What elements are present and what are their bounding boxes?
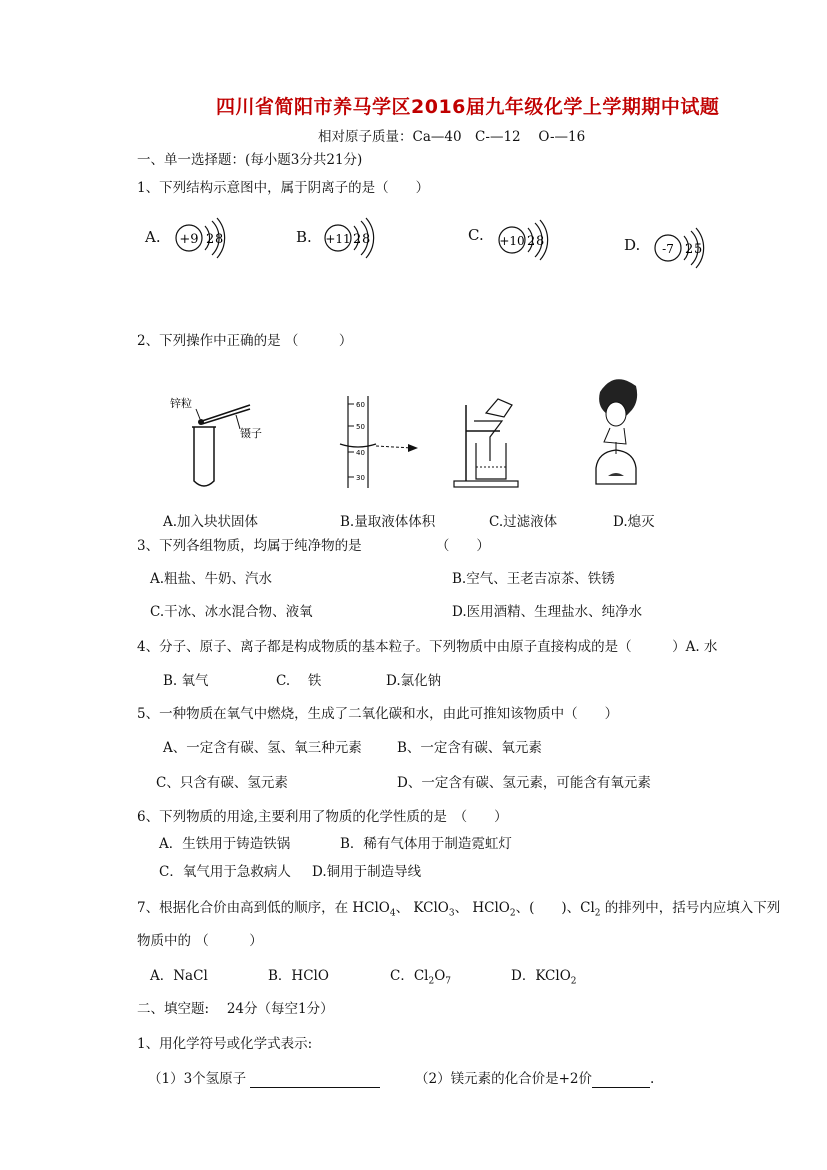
nucleus-charge: +10 [499,234,525,248]
q7-sub: 2 [428,976,435,987]
figure-graduated-cylinder [330,392,440,492]
shell-1-electrons: 2 [353,232,362,247]
q3-option-b[interactable]: B.空气、王老吉凉茶、铁锈 [452,571,615,587]
question-4-stem: 4、分子、原子、离子都是构成物质的基本粒子。下列物质中由原子直接构成的是（ ）A. 水 [137,639,718,655]
q6-option-c[interactable]: C．氧气用于急救病人 [159,864,291,880]
q2-option-c[interactable]: C.过滤液体 [489,514,558,530]
atom-diagram-a [167,216,257,266]
tick-label: 30 [356,474,365,482]
q7-sub: 3 [448,908,455,919]
q7-sub: 2 [509,908,516,919]
figure-alcohol-lamp [580,372,660,496]
q3-option-d[interactable]: D.医用酒精、生理盐水、纯净水 [452,604,643,620]
q1-option-d-letter: D. [624,236,641,254]
answer-blank[interactable] [592,1073,650,1088]
section-heading-choice: 一、单一选择题：(每小题3分共21分) [137,152,363,168]
q7-text-2: 、 KClO [395,900,449,916]
q6-option-b[interactable]: B．稀有气体用于制造霓虹灯 [340,836,512,852]
q5-option-b[interactable]: B、一定含有碳、氧元素 [397,740,542,756]
question-5-stem: 5、一种物质在氧气中燃烧，生成了二氧化碳和水，由此可推知该物质中（ ） [137,706,619,722]
page-title: 四川省简阳市养马学区2016届九年级化学上学期期中试题 [216,96,720,118]
figure-filtration [448,385,538,495]
shell-2-electrons: 8 [215,232,224,247]
q7-option-d-text: D．KClO [511,968,571,984]
q7-sub: 2 [594,908,601,919]
q7-sub: 2 [570,976,577,987]
q7-sub: 4 [389,908,396,919]
question-7-stem-line2: 物质中的 （ ） [137,933,263,949]
label-zinc: 锌粒 [170,397,192,410]
atomic-mass-line: 相对原子质量：Ca—40 C-—12 O-—16 [318,129,586,145]
tick-label: 60 [356,401,365,409]
question-6-stem: 6、下列物质的用途,主要利用了物质的化学性质的是 （ ） [137,809,508,825]
q7-option-b[interactable]: B．HClO [268,968,329,984]
q2-option-d[interactable]: D.熄灭 [613,514,655,530]
shell-2-electrons: 8 [362,232,371,247]
q3-option-a[interactable]: A.粗盐、牛奶、汽水 [150,571,273,587]
q4-option-b[interactable]: B. 氧气 [163,673,209,689]
q7-option-d[interactable] [511,967,577,991]
q4-option-d[interactable]: D.氯化钠 [386,673,442,689]
fill-1-part-2 [415,1070,654,1088]
shell-1-electrons: 2 [685,242,694,257]
q2-option-a[interactable]: A.加入块状固体 [163,514,259,530]
shell-1-electrons: 2 [206,232,215,247]
fill-1-part-1-label: （1）3个氢原子 [148,1071,247,1087]
nucleus-charge: +9 [179,232,199,247]
q1-option-c-letter: C. [468,226,484,244]
section-heading-fill: 二、填空题: 24分（每空1分） [137,1001,334,1017]
question-3-stem: 3、下列各组物质，均属于纯净物的是 （ ） [137,538,490,554]
q2-option-b[interactable]: B.量取液体体积 [340,514,436,530]
fill-1-part-2-label: （2）镁元素的化合价是+2价 [415,1071,592,1087]
fill-question-1-stem: 1、用化学符号或化学式表示: [137,1036,313,1052]
q5-option-d[interactable]: D、一定含有碳、氢元素，可能含有氧元素 [397,775,651,791]
q6-option-d[interactable]: D.铜用于制造导线 [312,864,422,880]
q7-option-c-text: O [434,968,446,984]
fill-1-part-2-end: . [650,1071,655,1087]
atom-diagram-c [490,218,580,268]
label-tweezers: 镊子 [240,427,262,440]
answer-blank[interactable] [250,1073,380,1088]
q7-option-c-text: C．Cl [390,968,429,984]
fill-1-part-1 [148,1070,380,1088]
atom-diagram-b [316,216,406,266]
q7-sub: 7 [445,976,452,987]
question-1-stem: 1、下列结构示意图中，属于阴离子的是（ ） [137,180,430,196]
q1-option-a-letter: A. [145,228,161,246]
question-2-stem: 2、下列操作中正确的是 （ ） [137,333,353,349]
nucleus-charge: +11 [325,232,351,246]
shell-2-electrons: 8 [536,234,545,249]
nucleus-charge: -7 [662,242,674,256]
q7-text-5: 的排列中，括号内应填入下列 [600,900,781,916]
tick-label: 50 [356,423,365,431]
q7-text-4: 、( )、Cl [515,900,595,916]
tick-label: 40 [356,449,365,457]
figure-add-solid [166,385,276,495]
q7-text-1: 7、根据化合价由高到低的顺序，在 HClO [137,900,390,916]
shell-2-electrons: 5 [694,242,703,257]
q5-option-c[interactable]: C、只含有碳、氢元素 [156,775,288,791]
q7-option-c[interactable] [390,967,451,991]
question-7-stem [137,899,780,923]
q7-text-3: 、 HClO [454,900,510,916]
q1-option-b-letter: B. [296,228,312,246]
shell-1-electrons: 2 [527,234,536,249]
q5-option-a[interactable]: A、一定含有碳、氢、氧三种元素 [163,740,362,756]
q4-option-c[interactable]: C. 铁 [276,673,322,689]
q3-option-c[interactable]: C.干冰、冰水混合物、液氧 [150,604,313,620]
atom-diagram-d [646,224,736,274]
q7-option-a[interactable]: A．NaCl [150,968,208,984]
q6-option-a[interactable]: A．生铁用于铸造铁锅 [159,836,291,852]
